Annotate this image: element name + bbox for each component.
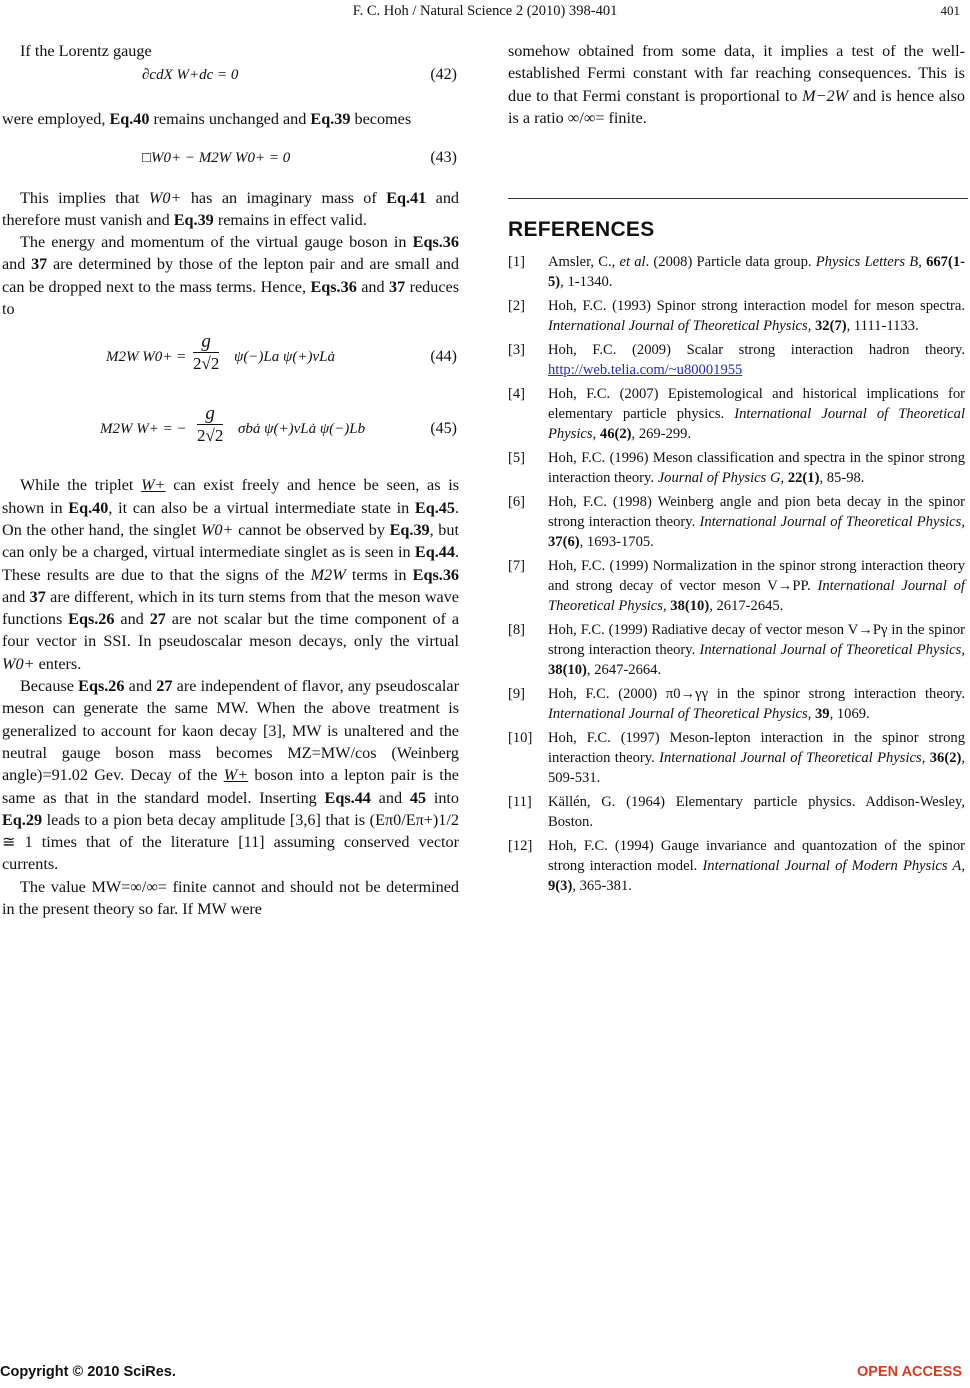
reference-text: Hoh, F.C. (2000) π0→γγ in the spinor strong interaction theory. — [548, 686, 965, 702]
reference-text: 37(6) — [548, 534, 580, 550]
reference-text: International Journal of Modern Physics A — [702, 858, 962, 874]
reference-text: , — [807, 706, 815, 722]
reference-text: International Journal of Theoretical Physics — [548, 406, 965, 442]
reference-item — [508, 296, 965, 336]
paragraph: were employed, Eq.40 remains unchanged and Eq.39 becomes — [2, 110, 412, 129]
equation-number: (42) — [430, 66, 457, 84]
reference-text: 36(2) — [929, 750, 962, 766]
equation-42 — [2, 62, 459, 92]
reference-text: 38(10) — [548, 662, 587, 678]
reference-text: International Journal of Theoretical Physics — [548, 706, 808, 722]
reference-text: , 509-531. — [548, 750, 966, 786]
reference-text: , 365-381. — [572, 878, 632, 894]
reference-text: 32(7) — [814, 318, 847, 334]
reference-text: Hoh, F.C. (2007) Epistemological and historical implications for elementary particle physics. — [548, 386, 965, 422]
reference-text: International Journal of Theoretical Physics — [699, 642, 962, 658]
references-heading: REFERENCES — [508, 218, 655, 241]
paragraph: While the triplet W+ can exist freely and hence be seen, as is shown in Eq.40, it can also be a virtual intermediate state in Eq.45. On the other hand, the singlet W0+ cannot be observed by Eq.39, but can only be a charged, virtual intermediate singlet as is seen in Eq.44. These results are due to that the signs of the M2W terms in Eqs.36 and 37 are different, which in its turn stems from that the meson wave functions Eqs.26 and 27 are not scalar but the time component of a four vector in SSI. In pseudoscalar meson decays, only the virtual W0+ enters. — [2, 476, 460, 673]
reference-item — [508, 728, 965, 788]
equation-number: (44) — [430, 348, 457, 366]
paragraph: somehow obtained from some data, it implies a test of the well-established Fermi constant with far reaching consequences. This is due to that Fermi constant is proportional to M−2W and is hence also is a ratio ∞/∞= finite. — [508, 42, 965, 127]
reference-text: Hoh, F.C. (2009) Scalar strong interaction hadron theory. — [548, 342, 965, 358]
reference-text: , — [662, 598, 671, 614]
left-column — [2, 40, 459, 920]
reference-text: , — [807, 318, 815, 334]
equation-43 — [2, 145, 459, 175]
text: If the Lorentz gauge — [20, 42, 152, 60]
reference-item — [508, 384, 965, 444]
equation-number: (43) — [430, 148, 457, 166]
reference-text: , — [961, 514, 965, 530]
equation-expression: ∂cdX W+dc = 0 — [142, 67, 239, 84]
paragraph — [2, 40, 459, 62]
reference-text: , 269-299. — [631, 426, 692, 442]
equation-lhs: M2W W0+ = — [106, 349, 187, 366]
reference-number: [1] — [508, 254, 526, 270]
equation-expression: □W0+ − M2W W0+ = 0 — [142, 149, 291, 166]
fraction: $\frac{g}{2√2}$ — [193, 331, 220, 374]
reference-text: , — [592, 426, 600, 442]
reference-text: Journal of Physics G — [657, 470, 781, 486]
reference-item — [508, 684, 965, 724]
equation-44 — [2, 332, 459, 394]
reference-text: 667(1-5) — [548, 254, 965, 290]
reference-text: . (2008) Particle data group. — [645, 254, 816, 270]
reference-text: Källén, G. (1964) Elementary particle physics. Addison-Wesley, Boston. — [548, 794, 965, 830]
reference-text: , 2647-2664. — [586, 662, 662, 678]
reference-text: Physics Letters B — [815, 254, 919, 270]
reference-number: [3] — [508, 342, 526, 358]
reference-number: [8] — [508, 622, 526, 638]
reference-number: [2] — [508, 298, 526, 314]
open-access-label: OPEN ACCESS — [856, 1364, 962, 1380]
section-divider — [508, 198, 968, 199]
copyright-notice: Copyright © 2010 SciRes. — [0, 1364, 176, 1380]
reference-number: [4] — [508, 386, 526, 402]
reference-text: Hoh, F.C. (1998) Weinberg angle and pion beta decay in the spinor strong interaction theory. — [548, 494, 965, 530]
reference-text: , — [780, 470, 788, 486]
reference-item — [508, 340, 965, 380]
reference-text: Hoh, F.C. (1999) Radiative decay of vector meson V→Pγ in the spinor strong interaction theory. — [548, 622, 965, 658]
page-number: 401 — [940, 3, 960, 18]
reference-number: [5] — [508, 450, 526, 466]
reference-text: International Journal of Theoretical Physics — [699, 514, 962, 530]
reference-number: [10] — [508, 730, 533, 746]
reference-text: International Journal of Theoretical Physics — [548, 318, 808, 334]
reference-list — [508, 252, 965, 900]
reference-text: et al — [619, 254, 646, 270]
reference-item — [508, 556, 965, 616]
reference-text: International Journal of Theoretical Physics — [548, 578, 965, 614]
reference-number: [12] — [508, 838, 533, 854]
reference-text: 39 — [814, 706, 830, 722]
reference-text: , 1069. — [829, 706, 870, 722]
fraction: $\frac{g}{2√2}$ — [197, 403, 224, 446]
reference-text: , 1693-1705. — [579, 534, 654, 550]
reference-text: , — [918, 254, 927, 270]
equation-number: (45) — [430, 420, 457, 438]
equation-45 — [2, 404, 459, 466]
equation-rhs: σbȧ ψ(+)νLȧ ψ(−)Lb — [238, 421, 366, 438]
reference-text: Hoh, F.C. (1997) Meson-lepton interaction in the spinor strong interaction theory. — [548, 730, 965, 766]
reference-text: , 1111-1133. — [846, 318, 919, 334]
reference-item — [508, 492, 965, 552]
paragraph: The value MW=∞/∞= finite cannot and should not be determined in the present theory so far. If MW were — [2, 877, 459, 919]
reference-text: , 2617-2645. — [709, 598, 784, 614]
reference-item — [508, 448, 965, 488]
reference-number: [7] — [508, 558, 526, 574]
reference-text: Hoh, F.C. (1994) Gauge invariance and quantozation of the spinor strong interaction model. — [548, 838, 965, 874]
reference-text: , 85-98. — [819, 470, 865, 486]
reference-text: Hoh, F.C. (1999) Normalization in the spinor strong interaction theory and strong decay of vector meson V→PP. — [548, 558, 965, 594]
equation-rhs: ψ(−)La ψ(+)νLȧ — [234, 349, 335, 366]
reference-text: , 1-1340. — [560, 274, 613, 290]
reference-text: , — [961, 642, 965, 658]
right-column — [508, 40, 965, 129]
reference-text: 9(3) — [548, 878, 573, 894]
reference-item — [508, 836, 965, 896]
reference-text: International Journal of Theoretical Physics — [659, 750, 922, 766]
reference-text: Hoh, F.C. (1996) Meson classification and spectra in the spinor strong interaction theory. — [548, 450, 965, 486]
reference-text: , — [921, 750, 930, 766]
running-title: F. C. Hoh / Natural Science 2 (2010) 398-401 — [352, 3, 618, 19]
reference-text: 38(10) — [670, 598, 710, 614]
reference-item — [508, 620, 965, 680]
reference-link[interactable]: http://web.telia.com/~u80001955 — [548, 362, 743, 378]
paragraph: This implies that W0+ has an imaginary mass of Eq.41 and therefore must vanish and Eq.39 remains in effect valid. — [2, 188, 460, 229]
paragraph: Because Eqs.26 and 27 are independent of flavor, any pseudoscalar meson can generate the same MW. When the above treatment is generalized to account for kaon decay [3], MW is unaltered and the neutral gauge boson mass becomes MZ=MW/cos (Weinberg angle)=91.02 Gev. Decay of the W+ boson into a lepton pair is the same as that in the standard model. Inserting Eqs.44 and 45 into Eq.29 leads to a pion beta decay amplitude [3,6] that is (Eπ0/Eπ+)1/2 ≅ 1 times that of the literature [11] assuming conserved vector currents. — [2, 677, 459, 874]
reference-number: [6] — [508, 494, 526, 510]
page-header — [0, 3, 970, 21]
reference-item — [508, 792, 965, 832]
reference-text: Amsler, C., — [548, 254, 620, 270]
reference-item — [508, 252, 965, 292]
paragraph: The energy and momentum of the virtual gauge boson in Eqs.36 and 37 are determined by those of the lepton pair and are small and can be dropped next to the mass terms. Hence, Eqs.36 and 37 reduces to — [2, 233, 460, 319]
reference-number: [9] — [508, 686, 526, 702]
reference-text: Hoh, F.C. (1993) Spinor strong interaction model for meson spectra. — [548, 298, 965, 314]
reference-text: 22(1) — [787, 470, 820, 486]
equation-lhs: M2W W+ = − — [100, 421, 187, 438]
reference-number: [11] — [508, 794, 532, 810]
reference-text: 46(2) — [599, 426, 632, 442]
reference-text: , — [961, 858, 965, 874]
